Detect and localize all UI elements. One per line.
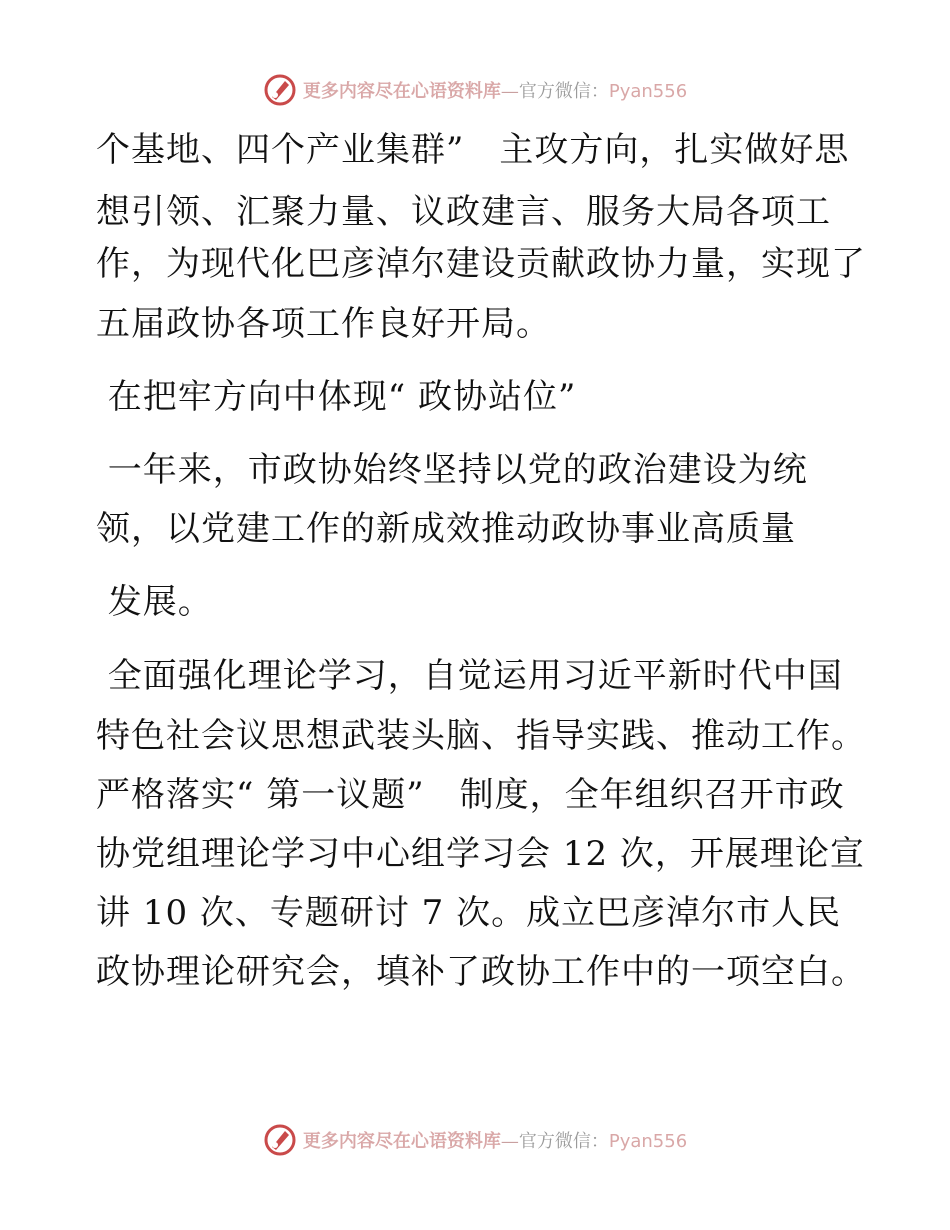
body-line: 想引领、汇聚力量、议政建言、服务大局各项工 (96, 192, 831, 232)
body-line: 协党组理论学习中心组学习会 12 次，开展理论宣 (96, 834, 865, 874)
watermark-text (303, 77, 687, 103)
brand-logo-icon (263, 1123, 297, 1157)
body-line: 讲 10 次、专题研讨 7 次。成立巴彦淖尔市人民 (96, 893, 842, 933)
section-heading: 在把牢方向中体现“ 政协站位” (96, 377, 577, 417)
watermark-label: 官方微信： (518, 81, 609, 102)
body-line: 全面强化理论学习，自觉运用习近平新时代中国 (96, 656, 843, 696)
body-line: 五届政协各项工作良好开局。 (96, 304, 551, 344)
body-line: 政协理论研究会，填补了政协工作中的一项空白。 (96, 952, 866, 992)
watermark-main: 更多内容尽在心语资料库 (302, 81, 501, 102)
watermark-id: Pyan556 (608, 81, 688, 102)
watermark-dash: — (500, 81, 519, 102)
footer-watermark (0, 1118, 950, 1162)
body-line: 一年来，市政协始终坚持以党的政治建设为统 (96, 450, 808, 490)
watermark-id: Pyan556 (608, 1131, 688, 1152)
body-line: 个基地、四个产业集群” 主攻方向，扎实做好思 (96, 130, 850, 170)
body-line: 特色社会议思想武装头脑、指导实践、推动工作。 (96, 716, 866, 756)
body-line: 发展。 (96, 582, 213, 622)
brand-logo-icon (263, 73, 297, 107)
body-line: 领，以党建工作的新成效推动政协事业高质量 (96, 509, 796, 549)
watermark-text (303, 1127, 687, 1153)
header-watermark (0, 68, 950, 112)
watermark-dash: — (500, 1131, 519, 1152)
body-line: 严格落实“ 第一议题” 制度，全年组织召开市政 (96, 775, 845, 815)
watermark-label: 官方微信： (518, 1131, 609, 1152)
body-line: 作，为现代化巴彦淖尔建设贡献政协力量，实现了 (96, 244, 866, 284)
watermark-main: 更多内容尽在心语资料库 (302, 1131, 501, 1152)
